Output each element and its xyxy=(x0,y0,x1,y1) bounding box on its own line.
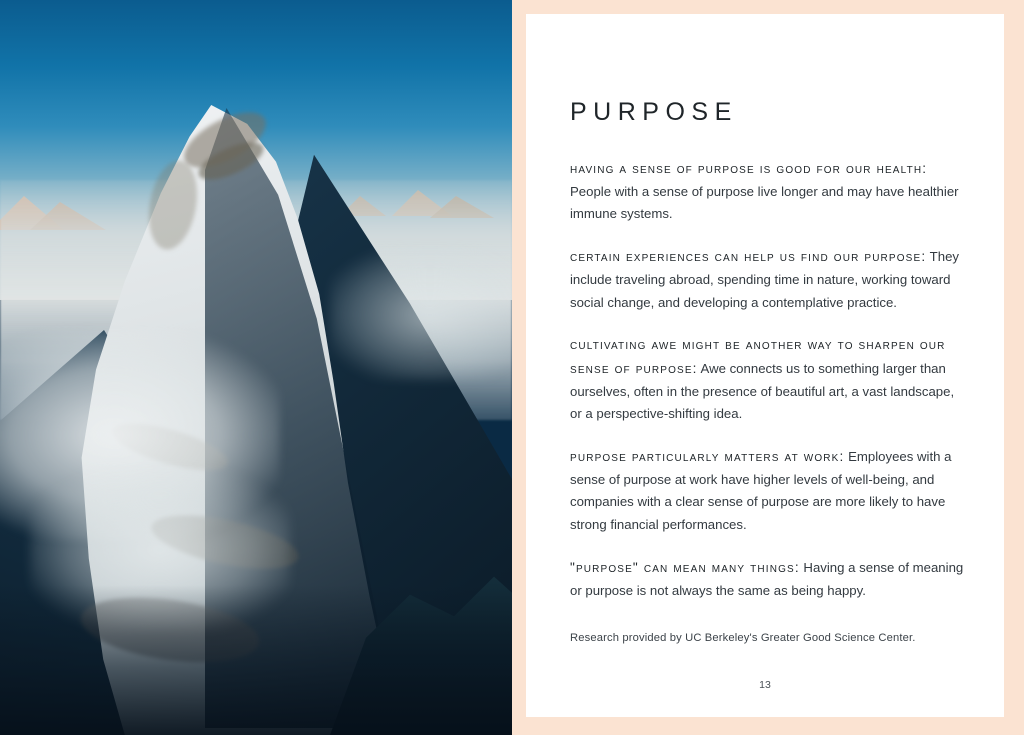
content-block xyxy=(570,333,966,426)
text-card xyxy=(526,14,1004,717)
page-title: PURPOSE xyxy=(570,98,738,126)
source-footnote: Research provided by UC Berkeley's Greater Good Science Center. xyxy=(570,632,916,645)
content-block xyxy=(570,157,966,226)
text-page-frame xyxy=(512,0,1024,735)
mist-wisp xyxy=(330,250,512,380)
block-lead: purpose particularly matters at work: xyxy=(570,449,845,465)
block-lead: cultivating awe might be another way to sharpen our sense of purpose: xyxy=(570,337,946,376)
block-body: Having a sense of meaning or purpose is not always the same as being happy. xyxy=(570,559,964,598)
content-block xyxy=(570,556,966,602)
foreground-shadow xyxy=(0,585,512,735)
page-number: 13 xyxy=(759,679,771,691)
block-lead: having a sense of purpose is good for our health: xyxy=(570,161,928,176)
block-body: They include traveling abroad, spending time in nature, working toward social change, and developing a contemplative practice. xyxy=(570,249,959,310)
block-lead: certain experiences can help us find our purpose: xyxy=(570,249,927,265)
block-body: Employees with a sense of purpose at work have higher levels of well-being, and companies with a clear sense of purpose are more likely to have strong financial performances. xyxy=(570,449,952,533)
content-block xyxy=(570,445,966,537)
block-body: People with a sense of purpose live longer and may have healthier immune systems. xyxy=(570,183,959,222)
content-block xyxy=(570,245,966,314)
block-body: Awe connects us to something larger than ourselves, often in the presence of beautiful art, a vast landscape, or a perspective-shifting idea. xyxy=(570,360,955,422)
block-lead: "purpose" can mean many things: xyxy=(570,559,800,575)
